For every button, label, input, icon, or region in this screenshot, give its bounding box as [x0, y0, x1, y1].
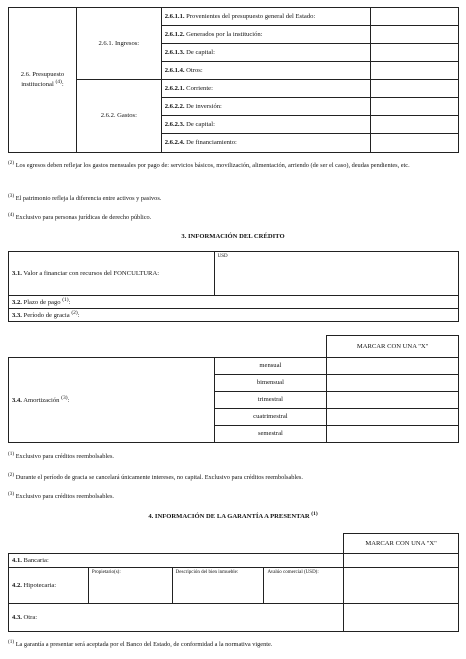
- budget-item-value[interactable]: [371, 98, 459, 116]
- term-field[interactable]: 3.2. Plazo de pago $^{(1)}$:: [9, 296, 459, 309]
- amortization-checkbox[interactable]: [327, 358, 459, 375]
- budget-item-label: 2.6.2.4. De financiamiento:: [161, 134, 371, 153]
- budget-table: [8, 7, 459, 153]
- budget-item-label: 2.6.2.2. De inversión:: [161, 98, 371, 116]
- amortization-checkbox[interactable]: [327, 392, 459, 409]
- amortization-checkbox[interactable]: [327, 426, 459, 443]
- owner-field[interactable]: Propietario(s):: [88, 568, 172, 604]
- amortization-option: semestral: [214, 426, 327, 443]
- budget-item-label: 2.6.2.3. De capital:: [161, 116, 371, 134]
- appraisal-field[interactable]: Avalúo comercial (USD):: [264, 568, 344, 604]
- amount-field[interactable]: USD: [214, 252, 458, 296]
- section-3-title: 3. INFORMACIÓN DEL CRÉDITO: [181, 233, 285, 240]
- budget-item-label: 2.6.1.1. Provenientes del presupuesto general del Estado:: [161, 8, 371, 26]
- gastos-label: 2.6.2. Gastos:: [76, 80, 161, 153]
- footnote: $^{(4)}$ Exclusivo para personas jurídicas de derecho público.: [8, 212, 152, 222]
- amortization-option: trimestral: [214, 392, 327, 409]
- mark-header: MARCAR CON UNA "X": [327, 336, 459, 358]
- footnote: $^{(2)}$ Durante el período de gracia se cancelará únicamente intereses, no capital. Exclusivo para créditos reembolsables.: [8, 472, 303, 482]
- amortization-option: cuatrimestral: [214, 409, 327, 426]
- bancaria-checkbox[interactable]: [344, 554, 459, 568]
- amount-label: 3.1. Valor a financiar con recursos del FONCULTURA:: [9, 252, 215, 296]
- hipotecaria-label: 4.2. Hipotecaria:: [9, 568, 89, 604]
- property-description-field[interactable]: Descripción del bien inmueble:: [172, 568, 264, 604]
- footnote: $^{(2)}$ Los egresos deben reflejar los gastos mensuales por pago de: servicios básicos, movilización, alimentación, arriendo (de ser el caso), deudas pendientes, etc.: [8, 160, 410, 170]
- budget-item-value[interactable]: [371, 8, 459, 26]
- budget-item-label: 2.6.1.2. Generados por la institución:: [161, 26, 371, 44]
- footnote: $^{(1)}$ Exclusivo para créditos reembolsables.: [8, 451, 114, 461]
- amortization-option: bimensual: [214, 375, 327, 392]
- credit-table: [8, 251, 459, 322]
- amortization-option: mensual: [214, 358, 327, 375]
- budget-item-value[interactable]: [371, 116, 459, 134]
- mark-header: MARCAR CON UNA "X": [344, 534, 459, 554]
- amortization-label: 3.4. Amortización $^{(3)}$:: [9, 358, 215, 443]
- hipotecaria-checkbox[interactable]: [344, 568, 459, 604]
- ingresos-label: 2.6.1. Ingresos:: [76, 8, 161, 80]
- otra-label: 4.3. Otra:: [9, 604, 344, 632]
- otra-checkbox[interactable]: [344, 604, 459, 632]
- budget-item-value[interactable]: [371, 80, 459, 98]
- budget-item-label: 2.6.1.3. De capital:: [161, 44, 371, 62]
- budget-item-value[interactable]: [371, 134, 459, 153]
- budget-item-value[interactable]: [371, 62, 459, 80]
- amortization-checkbox[interactable]: [327, 409, 459, 426]
- footnote: $^{(3)}$ El patrimonio refleja la diferencia entre activos y pasivos.: [8, 193, 162, 203]
- budget-item-value[interactable]: [371, 26, 459, 44]
- budget-item-label: 2.6.1.4. Otros:: [161, 62, 371, 80]
- footnote: $^{(3)}$ Exclusivo para créditos reembolsables.: [8, 491, 114, 501]
- bancaria-label: 4.1. Bancaria:: [9, 554, 344, 568]
- guarantee-table: [8, 533, 459, 632]
- budget-item-label: 2.6.2.1. Corriente:: [161, 80, 371, 98]
- budget-item-value[interactable]: [371, 44, 459, 62]
- grace-field[interactable]: 3.3. Período de gracia $^{(2)}$:: [9, 309, 459, 322]
- budget-section-label: 2.6. Presupuesto institucional $^{(4)}$:: [9, 8, 77, 153]
- amortization-checkbox[interactable]: [327, 375, 459, 392]
- amortization-table: [8, 335, 459, 443]
- footnote: $^{(1)}$ La garantía a presentar será aceptada por el Banco del Estado, de conformidad a la normativa vigente.: [8, 639, 273, 649]
- section-4-title: 4. INFORMACIÓN DE LA GARANTÍA A PRESENTAR $^{(1)}$: [148, 511, 318, 521]
